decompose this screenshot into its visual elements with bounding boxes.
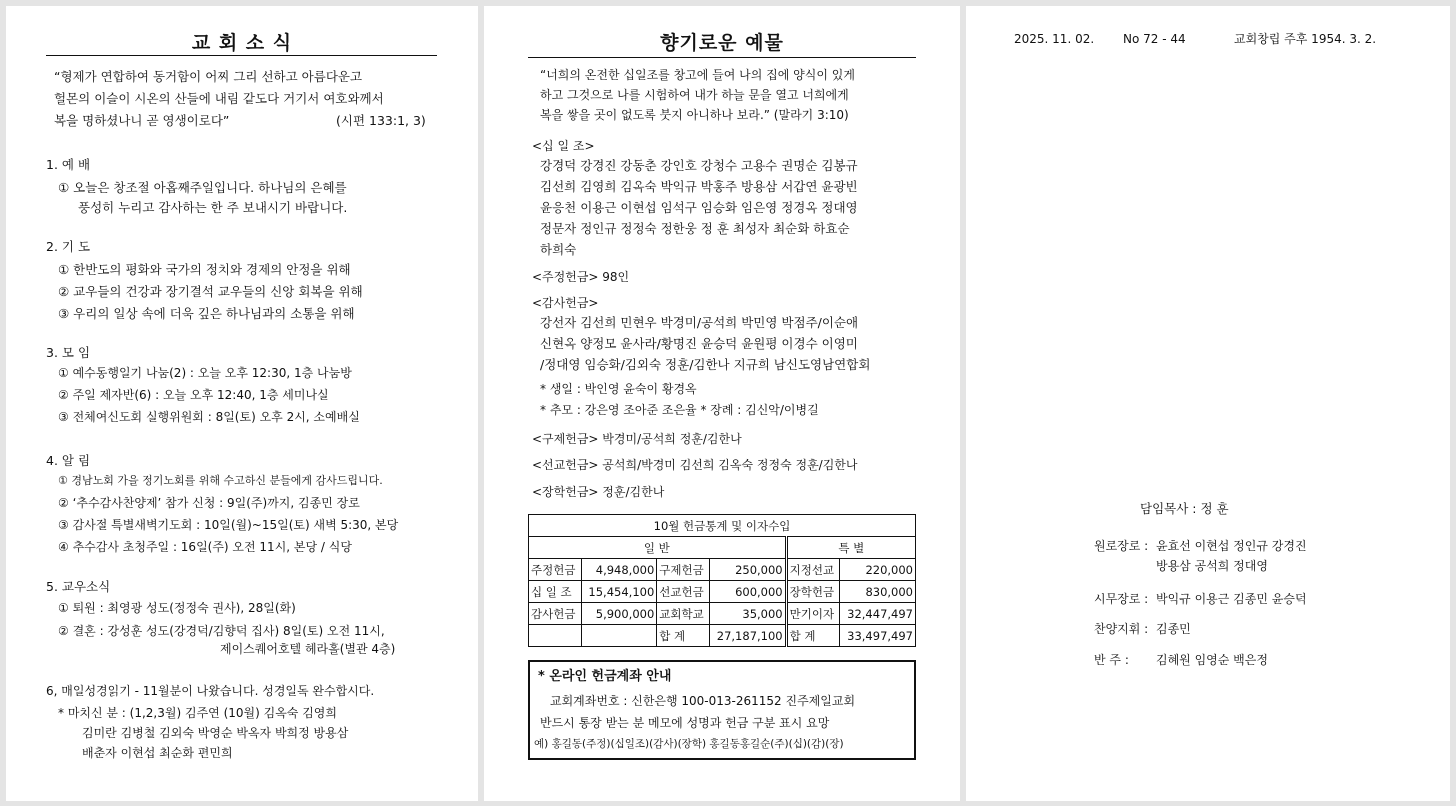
table-cell: 주정헌금: [529, 559, 582, 581]
table-title: 10월 헌금통계 및 이자수입: [529, 515, 916, 537]
section-title: 3. 모 임: [46, 345, 91, 360]
elders-line: 윤효선 이현섭 정인규 강경진: [1156, 539, 1307, 553]
general-total: 27,187,100: [710, 625, 787, 647]
table-row: [529, 603, 916, 625]
verse-line: 복을 쌓을 곳이 없도록 붓지 아니하나 보라.” (말라기 3:10): [540, 108, 849, 122]
name-list-line: 강선자 김선희 민현우 박경미/공석희 박민영 박점주/이순애: [540, 315, 859, 330]
mission-offering: <선교헌금> 공석희/박경미 김선희 김옥숙 정정숙 정훈/김한나: [532, 458, 858, 472]
accompanists: 김혜원 임영순 백은정: [1156, 653, 1268, 667]
general-header: 일 반: [529, 537, 787, 559]
table-row: [529, 581, 916, 603]
online-title: * 온라인 헌금계좌 안내: [538, 669, 672, 684]
offering-stats-table: [528, 514, 916, 647]
section-title: 5. 교우소식: [46, 579, 111, 594]
list-item: ② 주일 제자반(6) : 오늘 오후 12:40, 1층 세미나실: [58, 388, 329, 402]
table-cell: 830,000: [840, 581, 916, 603]
scholarship-offering: <장학헌금> 정훈/김한나: [532, 485, 665, 499]
list-item: * 마치신 분 : (1,2,3월) 김주연 (10월) 김옥숙 김영희: [58, 706, 337, 720]
title-underline: [46, 55, 437, 56]
total-label: 합 계: [657, 625, 710, 647]
online-offering-box: [528, 660, 916, 760]
name-list-line: /정대영 임승화/김외숙 정훈/김한나 지규희 남신도영남연합회: [540, 357, 871, 372]
founding-date: 교회창립 주후 1954. 3. 2.: [1234, 32, 1377, 46]
list-item: 제이스퀘어호텔 헤라홀(별관 4층): [220, 642, 396, 656]
birthday-line: * 생일 : 박인영 윤숙이 황경옥: [540, 382, 697, 396]
panel-bulletin-info: [966, 6, 1450, 801]
elders-line: 방용삼 공석희 정대영: [1156, 559, 1268, 573]
title-underline: [528, 57, 916, 58]
verse-line: 헐몬의 이슬이 시온의 산들에 내림 같도다 거기서 여호와께서: [54, 91, 384, 106]
panel-offerings: [484, 6, 960, 801]
table-cell: 감사헌금: [529, 603, 582, 625]
section-title: 4. 알 림: [46, 453, 91, 468]
table-cell: 구제헌금: [657, 559, 710, 581]
weekly-offering: <주정헌금> 98인: [532, 270, 630, 284]
list-item: 풍성히 누리고 감사하는 한 주 보내시기 바랍니다.: [78, 200, 348, 215]
table-cell: 5,900,000: [581, 603, 657, 625]
special-total: 33,497,497: [840, 625, 916, 647]
name-list-line: 윤응천 이용근 이현섭 임석구 임승화 임은영 정경옥 정대영: [540, 200, 858, 215]
verse-line: 복을 명하셨나니 곧 영생이로다”: [54, 113, 230, 128]
choir-director: 김종민: [1156, 622, 1191, 636]
page-title: 교 회 소 식: [191, 32, 293, 54]
table-row: [529, 559, 916, 581]
bulletin-date: 2025. 11. 02.: [1014, 32, 1095, 46]
table-cell: 선교헌금: [657, 581, 710, 603]
section-title: 2. 기 도: [46, 239, 91, 254]
relief-offering: <구제헌금> 박경미/공석희 정훈/김한나: [532, 432, 742, 446]
table-cell: 250,000: [710, 559, 787, 581]
name-list-line: 정문자 정인규 정정숙 정한웅 정 훈 최성자 최순화 하효순: [540, 221, 850, 236]
list-item: ② ‘추수감사찬양제’ 참가 신청 : 9일(주)까지, 김종민 장로: [58, 496, 360, 510]
list-item: ② 교우들의 건강과 장기결석 교우들의 신앙 회복을 위해: [58, 284, 363, 299]
accompanist-label: 반 주 :: [1094, 653, 1129, 667]
table-cell: 장학헌금: [786, 581, 840, 603]
list-item: ① 오늘은 창조절 아홉째주일입니다. 하나님의 은혜를: [58, 180, 347, 195]
elders-label: 원로장로 :: [1094, 539, 1149, 553]
table-cell: 만기이자: [786, 603, 840, 625]
active-elders-label: 시무장로 :: [1094, 592, 1149, 606]
verse-reference: (시편 133:1, 3): [336, 113, 426, 128]
senior-pastor: 담임목사 : 정 훈: [1140, 501, 1229, 516]
list-item: ③ 우리의 일상 속에 더욱 깊은 하나님과의 소통을 위해: [58, 306, 355, 321]
choir-label: 찬양지휘 :: [1094, 622, 1149, 636]
table-cell: 600,000: [710, 581, 787, 603]
section-title: 6, 매일성경읽기 - 11월분이 나왔습니다. 성경일독 완수합시다.: [46, 684, 375, 698]
list-item: ② 결혼 : 강성훈 성도(강경덕/김향덕 집사) 8일(토) 오전 11시,: [58, 624, 385, 638]
table-cell: 4,948,000: [581, 559, 657, 581]
verse-line: 하고 그것으로 나를 시험하여 내가 하늘 문을 열고 너희에게: [540, 88, 849, 102]
section-title: 1. 예 배: [46, 157, 91, 172]
name-list-line: 강경덕 강경진 강동춘 강인호 강청수 고용수 권명순 김봉규: [540, 158, 858, 173]
account-line: 교회계좌번호 : 신한은행 100-013-261152 진주제일교회: [550, 694, 856, 708]
table-cell: 32,447,497: [840, 603, 916, 625]
verse-line: “너희의 온전한 십일조를 창고에 들여 나의 집에 양식이 있게: [540, 68, 855, 82]
table-row: [529, 625, 916, 647]
active-elders: 박익규 이용근 김종민 윤승덕: [1156, 592, 1307, 606]
memorial-line: * 추모 : 강은영 조아준 조은율 * 장례 : 김신악/이병길: [540, 403, 819, 417]
list-item: ① 경남노회 가을 정기노회를 위해 수고하신 분들에게 감사드립니다.: [58, 474, 383, 487]
list-item: ③ 전체여신도회 실행위원회 : 8일(토) 오후 2시, 소예배실: [58, 410, 360, 424]
list-item: ① 예수동행일기 나눔(2) : 오늘 오후 12:30, 1층 나눔방: [58, 366, 352, 380]
table-cell: 지정선교: [786, 559, 840, 581]
table-cell: 15,454,100: [581, 581, 657, 603]
table-cell: 35,000: [710, 603, 787, 625]
page-title: 향기로운 예물: [660, 32, 784, 54]
name-list-line: 하희숙: [540, 242, 577, 257]
list-item: ③ 감사절 특별새벽기도회 : 10일(월)~15일(토) 새벽 5:30, 본당: [58, 518, 399, 532]
verse-line: “형제가 연합하여 동거함이 어찌 그리 선하고 아름다운고: [54, 69, 363, 84]
special-header: 특 별: [786, 537, 915, 559]
memo-example: 예) 홍길동(주정)(십일조)(감사)(장학) 홍길동홍길순(주)(십)(감)(장): [534, 738, 844, 750]
issue-number: No 72 - 44: [1123, 32, 1186, 46]
list-item: 김미란 김병철 김외숙 박영순 박옥자 박희정 방용삼: [82, 726, 349, 740]
thanks-label: <감사헌금>: [532, 296, 599, 310]
tithe-label: <십 일 조>: [532, 139, 595, 153]
list-item: ① 퇴원 : 최영광 성도(정정숙 권사), 28일(화): [58, 601, 296, 615]
list-item: ④ 추수감사 초청주일 : 16일(주) 오전 11시, 본당 / 식당: [58, 540, 352, 554]
table-cell: 십 일 조: [529, 581, 582, 603]
name-list-line: 신현옥 양정모 윤사라/황명진 윤승덕 윤원평 이경수 이영미: [540, 336, 858, 351]
panel-church-news: [6, 6, 478, 801]
memo-instruction: 반드시 통장 받는 분 메모에 성명과 헌금 구분 표시 요망: [540, 716, 830, 730]
table-cell: 220,000: [840, 559, 916, 581]
list-item: ① 한반도의 평화와 국가의 정치와 경제의 안정을 위해: [58, 262, 351, 277]
total-label: 합 계: [786, 625, 840, 647]
table-cell: 교회학교: [657, 603, 710, 625]
name-list-line: 김선희 김영희 김옥숙 박익규 박홍주 방용삼 서갑연 윤광빈: [540, 179, 858, 194]
list-item: 배춘자 이현섭 최순화 편민희: [82, 746, 233, 760]
